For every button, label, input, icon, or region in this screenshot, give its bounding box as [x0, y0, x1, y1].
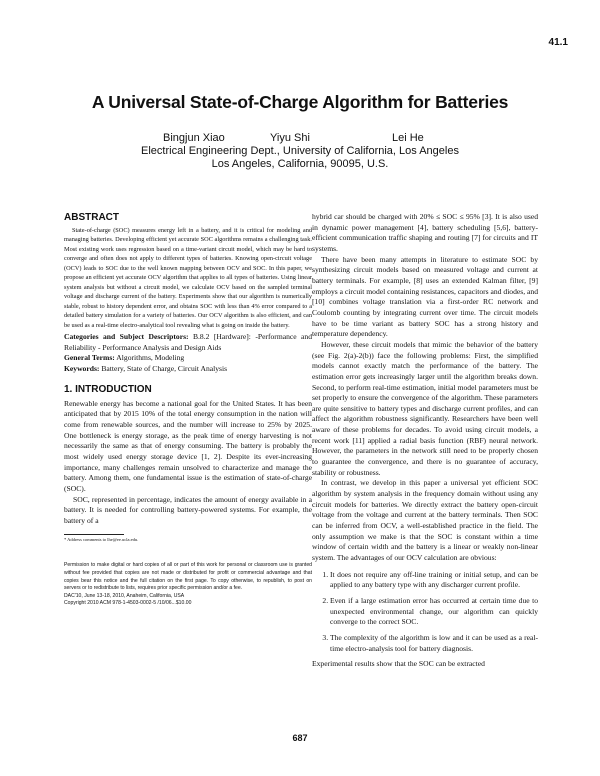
- general-terms-line: [64, 353, 312, 364]
- list-item: 3. The complexity of the algorithm is low and it can be used as a real-time electro-analysis tool for battery diagnosis.: [330, 633, 538, 654]
- keywords-text: Battery, State of Charge, Circuit Analysis: [99, 363, 228, 373]
- list-item: 2. Even if a large estimation error has occurred at certain time due to unexpected environmental change, our algorithm can quickly converge to the correct SOC.: [330, 596, 538, 628]
- left-column: [64, 212, 312, 608]
- general-terms-label: General Terms:: [64, 353, 115, 363]
- advantages-list: [312, 570, 538, 655]
- footnote-rule: [64, 534, 124, 535]
- location: Los Angeles, California, 90095, U.S.: [211, 158, 389, 170]
- right-column: [312, 212, 538, 670]
- author-2: Yiyu Shi: [270, 132, 310, 144]
- introduction-paragraph-2: SOC, represented in percentage, indicates the amount of energy available in a battery. It is needed for controlling battery-powered systems. For example, the battery of a: [64, 494, 312, 525]
- paper-title: A Universal State-of-Charge Algorithm for Batteries: [91, 92, 509, 112]
- footnote: * Address comments to lhe@ee.ucla.edu.: [64, 537, 139, 543]
- permission-text: Permission to make digital or hard copies of all or part of this work for personal or classroom use is granted without fee provided that copies are not made or distributed for profit or commercial advantage and that copies bear this notice and the full citation on the first page. To copy otherwise, to republish, to post on servers or to redistribute to lists, requires prior specific permission and/or a fee.: [64, 562, 312, 592]
- author-3: Lei He: [392, 132, 424, 144]
- right-paragraph-1: hybrid car should be charged with 20% ≤ SOC ≤ 95% [3]. It is also used in dynamic power management [4], battery scheduling [5,6], battery-efficient communication traffic shaping and routing [7] for circuits and IT systems.: [312, 212, 538, 253]
- right-paragraph-4: In contrast, we develop in this paper a universal yet efficient SOC algorithm by system analysis in the frequency domain without using any circuit models for batteries. We directly extract the battery open-circuit voltage from the voltage and current at the battery terminals. Then SOC can be inferred from OCV, a well-established practice in the field. The only assumption we make is that the SOC is constant within a time window of certain width and the battery is a linear or weakly non-linear system. The advantages of our OCV calculation are obvious:: [312, 478, 538, 562]
- abstract-heading: ABSTRACT: [64, 212, 119, 223]
- affiliation: Electrical Engineering Dept., University of California, Los Angeles: [141, 145, 459, 157]
- categories-text: B.8.2 [Hardware]: -Performance and Reliability - Performance Analysis and Design Aids: [64, 331, 312, 352]
- author-1: Bingjun Xiao: [163, 132, 225, 144]
- right-paragraph-3: However, these circuit models that mimic the behavior of the battery (see Fig. 2(a)-2(b)) face the following problems: First, the simplified models cannot exactly match the performance of the battery. The estimation error gets increasingly larger until the algorithm breaks down. Second, to perform real-time estimation, initial model parameters must be set properly to ensure the convergence of the algorithm. These parameters are quite sensitive to battery types and discharge current profiles, and can affect the algorithm robustness significantly. Researchers have been well aware of these problems for decades. To avoid using circuit models, a recent work [11] applied a radial basis function (RBF) neural network. However, the parameters in the network still need to be properly chosen to guarantee the convergence, and there is no guarantee of accuracy, stability or robustness.: [312, 339, 538, 477]
- categories-line: [64, 332, 312, 353]
- keywords-label: Keywords:: [64, 363, 100, 373]
- right-paragraph-2: There have been many attempts in literature to estimate SOC by synthesizing circuit models based on measured voltage and current at battery terminals. For example, [8] uses an extended Kalman filter, [9] employs a circuit model containing resistances, capacitors and diodes, and [10] combines voltage translation via a first-order RC network and Coulomb counting by integrating current over time. The circuit models have to be time variant as battery SOC has a strong history and temperature dependency.: [312, 254, 538, 339]
- permission-block: [64, 562, 312, 608]
- abstract-text: State-of-charge (SOC) measures energy left in a battery, and it is critical for modeling and managing batteries. Developing efficient yet accurate SOC algorithms remains a challenging task. Most existing work uses regression based on a time-variant circuit model, which may be hard to converge and often does not apply to different types of batteries. Knowing open-circuit voltage (OCV) leads to SOC due to the well known mapping between OCV and SOC. In this paper, we propose an efficient yet accurate OCV algorithm that applies to all types of batteries. Using linear system analysis but without a circuit model, we calculate OCV based on the sampled terminal voltage and discharge current of the battery. Experiments show that our algorithm is numerically stable, robust to history dependent error, and obtains SOC with less than 4% error compared to a detailed battery simulation for a variety of batteries. Our OCV algorithm is also efficient, and can be used as a real-time electro-analytical tool revealing what is going on inside the battery.: [64, 227, 312, 329]
- right-paragraph-5: Experimental results show that the SOC can be extracted: [312, 659, 485, 669]
- categories-label: Categories and Subject Descriptors:: [64, 331, 189, 341]
- list-item: 1. It does not require any off-line training or initial setup, and can be applied to any battery type with any discharger current profile.: [330, 570, 538, 591]
- keywords-line: [64, 364, 312, 375]
- session-number: 41.1: [548, 37, 568, 48]
- introduction-paragraph-1: Renewable energy has become a national goal for the United States. It has been anticipated that by 2015 10% of the total energy consumption in the nation will come from renewable sources, and the number will increase to 25% by 2025. One bottleneck is energy storage, as the peak time of energy harvesting is not necessarily the same as that of energy consuming. The battery is probably the most widely used energy storage device [1, 2]. Despite its ever-increasing importance, many challenges remain unsolved to characterize and manage the battery. Among them, one fundamental issue is the estimation of state-of-charge (SOC).: [64, 398, 312, 493]
- conference-line: DAC'10, June 13-18, 2010, Anaheim, California, USA: [64, 592, 185, 599]
- introduction-heading: 1. INTRODUCTION: [64, 383, 152, 395]
- copyright-line: Copyright 2010 ACM 978-1-4503-0002-5 /10/06...$10.00: [64, 600, 192, 607]
- page-number: 687: [292, 733, 308, 743]
- general-terms-text: Algorithms, Modeling: [114, 353, 185, 363]
